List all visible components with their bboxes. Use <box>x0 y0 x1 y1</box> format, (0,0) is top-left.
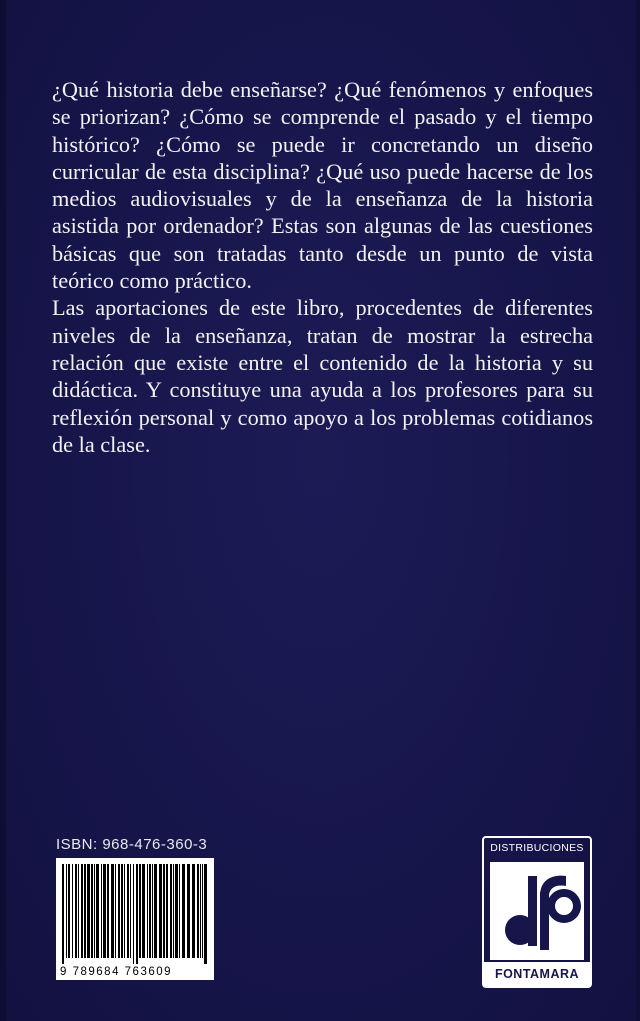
barcode <box>56 858 214 980</box>
df-monogram-icon <box>490 862 584 960</box>
barcode-bar <box>115 864 116 958</box>
barcode-bar <box>78 864 79 958</box>
barcode-bar <box>124 864 125 958</box>
barcode-bar <box>179 864 180 958</box>
barcode-bar <box>75 864 77 958</box>
barcode-bar <box>87 864 90 958</box>
barcode-bar <box>182 864 185 958</box>
barcode-bar <box>202 864 203 958</box>
barcode-bar <box>154 864 157 958</box>
barcode-bar <box>130 864 131 958</box>
barcode-bar <box>170 864 172 958</box>
barcode-bar <box>91 864 93 958</box>
barcode-bar <box>81 864 83 958</box>
barcode-bar <box>118 864 120 958</box>
barcode-bar <box>101 864 102 958</box>
barcode-bar <box>159 864 162 958</box>
barcode-bar <box>204 864 207 964</box>
cover-left-edge <box>0 0 6 1021</box>
barcode-bar <box>121 864 123 958</box>
barcode-bar <box>175 864 178 958</box>
blurb-paragraph-2: Las aportaciones de este libro, procedentes de diferentes niveles de la enseñanza, tratan de mostrar la estrecha relación que existe entre el contenido de la historia y su didáctica. Y constituye una ayuda a los profesores para su reflexión personal y como apoyo a los problemas cotidianos de la clase. <box>52 295 593 457</box>
publisher-name: FONTAMARA <box>484 962 590 986</box>
barcode-bar <box>107 864 109 958</box>
barcode-bar <box>66 864 67 958</box>
barcode-bar <box>149 864 151 958</box>
barcode-bar <box>142 864 145 958</box>
publisher-logo <box>482 836 592 988</box>
barcode-bar <box>96 864 99 958</box>
barcode-bar <box>197 864 199 958</box>
barcode-bar <box>84 864 86 958</box>
barcode-bar <box>68 864 70 958</box>
barcode-bar <box>166 864 168 958</box>
barcode-bar <box>192 864 195 958</box>
barcode-digits: 9 789684 763609 <box>60 966 173 978</box>
barcode-bar <box>173 864 174 958</box>
barcode-bars <box>56 858 214 980</box>
barcode-bar <box>139 864 141 958</box>
cover-right-edge <box>636 0 640 1021</box>
barcode-bar <box>200 864 201 958</box>
barcode-bar <box>127 864 129 958</box>
isbn-label: ISBN: 968-476-360-3 <box>56 836 208 853</box>
barcode-bar <box>187 864 190 958</box>
barcode-bar <box>136 864 138 964</box>
barcode-bar <box>103 864 106 958</box>
barcode-bar <box>72 864 73 958</box>
blurb-paragraph-1: ¿Qué historia debe enseñarse? ¿Qué fenómenos y enfoques se priorizan? ¿Cómo se comprende el pasado y el tiempo histórico? ¿Cómo se puede ir concretando un diseño curricular de esta disciplina? ¿Qué uso puede hacerse de los medios audiovisuales y de la enseñanza de la historia asistida por ordenador? Estas son algunas de las cuestiones básicas que son tratadas tanto desde un punto de vista teórico como práctico. <box>52 77 593 294</box>
barcode-bar <box>133 864 134 964</box>
publisher-top-label: DISTRIBUCIONES <box>490 842 584 854</box>
barcode-bar <box>163 864 165 958</box>
barcode-bar <box>111 864 114 958</box>
blurb-text <box>52 76 593 458</box>
barcode-bar <box>147 864 148 958</box>
barcode-bar <box>94 864 95 958</box>
df-monogram-svg <box>490 862 584 960</box>
barcode-bar <box>62 864 64 964</box>
barcode-bar <box>152 864 153 958</box>
